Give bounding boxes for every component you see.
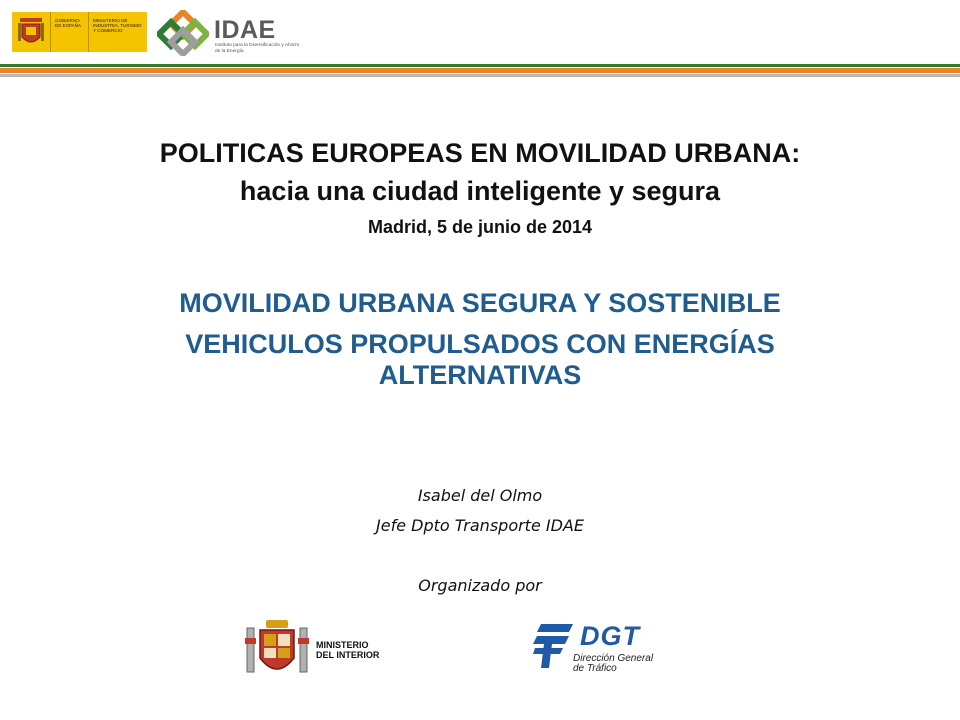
ministerio-interior-logo [244,618,404,684]
ministerio-line2: DEL INTERIOR [316,650,380,660]
talk-title-1: MOVILIDAD URBANA SEGURA Y SOSTENIBLE [179,288,781,318]
event-subtitle: hacia una ciudad inteligente y segura [239,176,721,206]
event-title: POLITICAS EUROPEAS EN MOVILIDAD URBANA: [159,138,801,168]
speaker-name: Isabel del Olmo [417,486,543,505]
event-place-date: Madrid, 5 de junio de 2014 [367,217,593,237]
talk-title-2: VEHICULOS PROPULSADOS CON ENERGÍAS ALTERNATIVAS [185,329,775,390]
coat-of-arms-icon [244,618,310,684]
stripe-green [0,64,960,67]
dgt-subtitle [573,654,653,674]
ministerio-industria-text: MINISTERIO DE INDUSTRIA, TURISMO Y COMERCIO [88,12,147,52]
speaker-block [0,481,960,601]
header-stripes [0,64,960,77]
dgt-name: DGT [580,621,640,651]
ministerio-interior-text [316,640,379,660]
dgt-line1: Dirección General [573,653,654,664]
event-title-block [0,134,960,242]
gobierno-text: GOBIERNO DE ESPAÑA [50,12,88,52]
dgt-logo [533,620,673,682]
coat-of-arms-icon [12,12,50,52]
idae-subtitle: Instituto para la Diversificación y Ahorro de la Energía [215,43,300,54]
dgt-emblem-icon [533,622,573,672]
idae-name: IDAE [214,16,276,44]
talk-title-block [160,288,800,391]
idae-emblem-icon [157,10,209,56]
header [0,0,960,62]
speaker-role: Jefe Dpto Transporte IDAE [376,516,584,535]
stripe-orange [0,68,960,73]
stripe-grey [0,74,960,77]
gobierno-ministerio-logo [12,12,147,52]
ministerio-line1: MINISTERIO [316,640,369,650]
idae-logo [157,10,307,56]
organizers-label: Organizado por [418,576,542,595]
dgt-line2: de Tráfico [573,663,617,674]
